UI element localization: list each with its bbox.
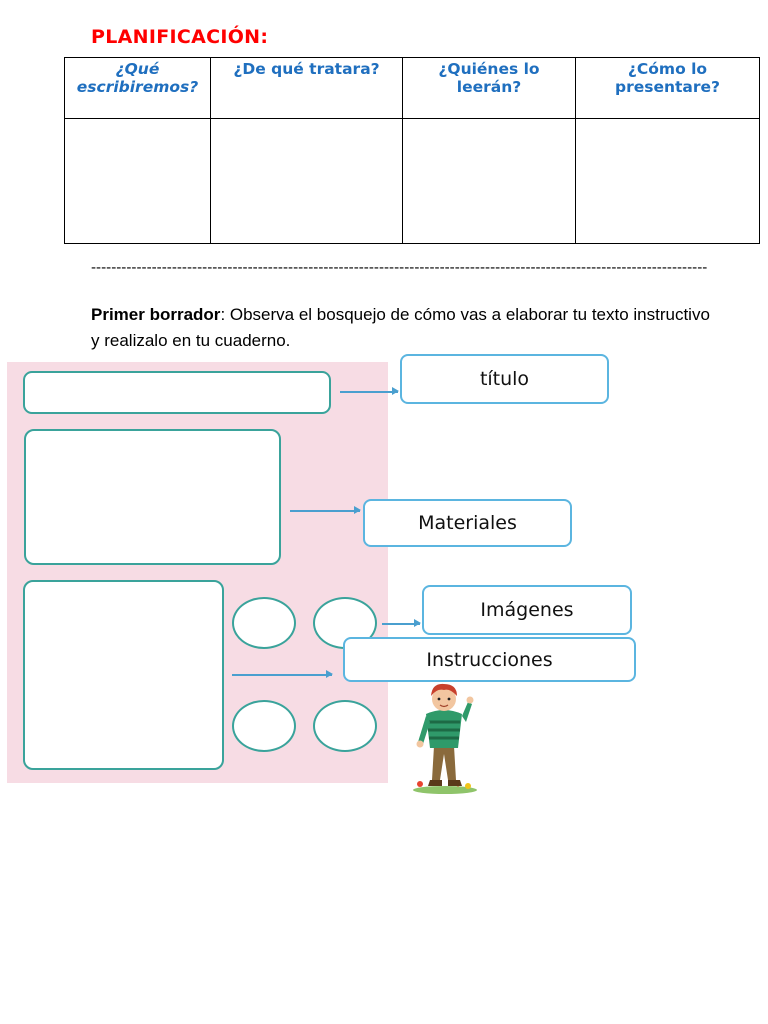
planning-table (64, 57, 760, 244)
sketch-image-circle-3 (232, 700, 296, 752)
sketch-instructions-box (23, 580, 224, 770)
label-instructions: Instrucciones (343, 637, 636, 682)
page-heading: PLANIFICACIÓN: (91, 26, 269, 48)
table-cell-how[interactable] (576, 119, 760, 244)
table-header-what: ¿Qué escribiremos? (65, 58, 211, 119)
label-images: Imágenes (422, 585, 632, 635)
label-materials: Materiales (363, 499, 572, 547)
arrow-to-images (382, 623, 420, 625)
draft-text: : Observa el bosquejo de cómo vas a elaborar tu texto instructivo y realizalo en tu cuaderno. (91, 305, 710, 350)
draft-instruction (91, 302, 711, 354)
arrow-to-materials (290, 510, 360, 512)
label-title: título (400, 354, 609, 404)
sketch-image-circle-1 (232, 597, 296, 649)
table-cell-who[interactable] (403, 119, 576, 244)
separator-line: -------------------------------------------------------------------------------------------------------------------------- (91, 260, 708, 276)
table-cell-what[interactable] (65, 119, 211, 244)
table-header-who: ¿Quiénes lo leerán? (403, 58, 576, 119)
draft-label: Primer borrador (91, 305, 221, 324)
table-header-about: ¿De qué tratara? (211, 58, 403, 119)
arrow-to-instructions (232, 674, 332, 676)
arrow-to-title (340, 391, 398, 393)
sketch-panel (7, 362, 388, 783)
planning-table-answer-row (65, 119, 760, 244)
sketch-image-circle-4 (313, 700, 377, 752)
boy-illustration (410, 680, 480, 794)
planning-table-header-row (65, 58, 760, 119)
table-header-how: ¿Cómo lo presentare? (576, 58, 760, 119)
table-cell-about[interactable] (211, 119, 403, 244)
sketch-title-box (23, 371, 331, 414)
sketch-materials-box (24, 429, 281, 565)
